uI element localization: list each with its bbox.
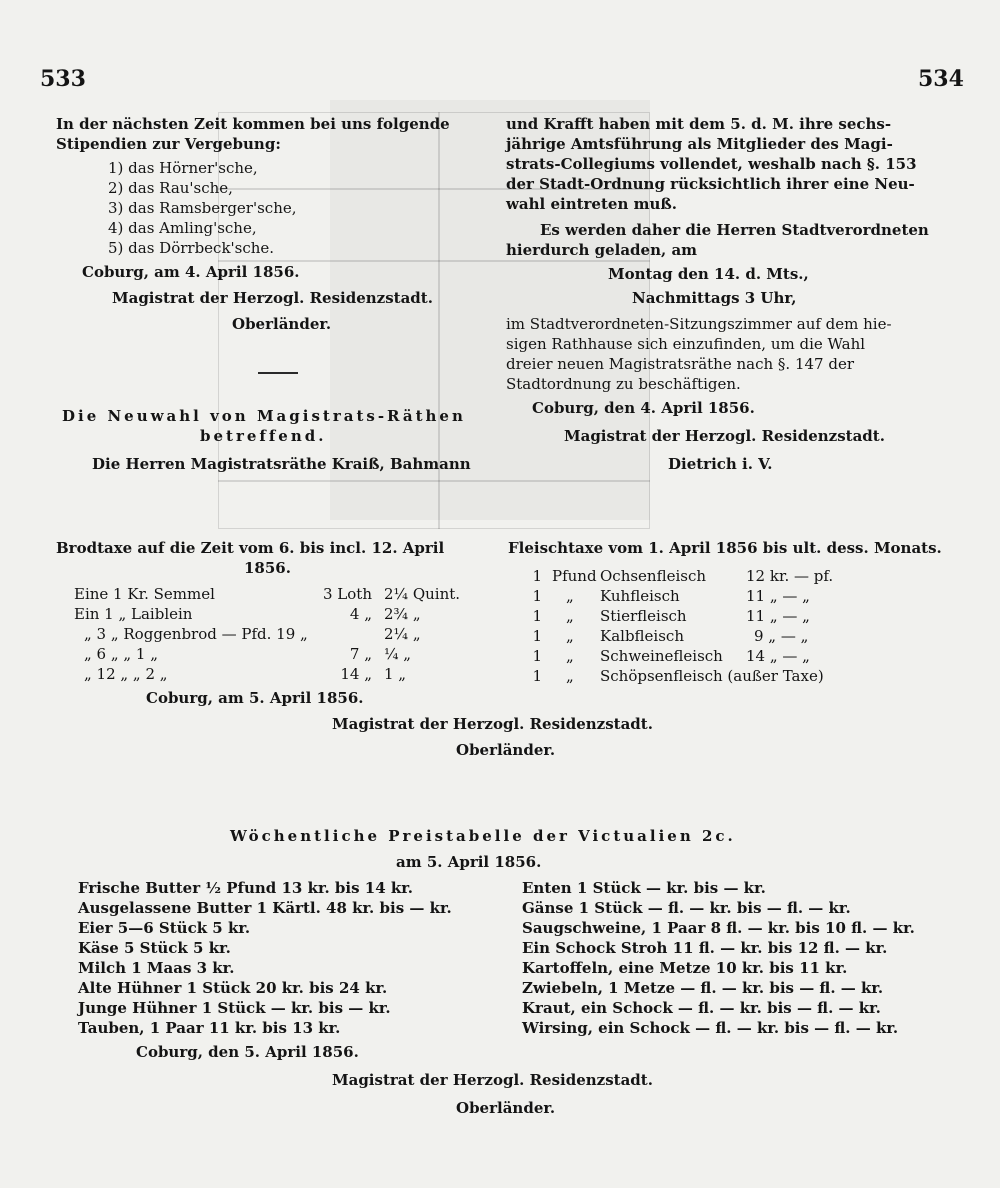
preistabelle-right-item: Enten 1 Stück — kr. bis — kr. bbox=[522, 879, 766, 897]
neuwahl-signer: Dietrich i. V. bbox=[668, 455, 773, 473]
fleischtaxe-item: Ochsenfleisch bbox=[600, 567, 707, 585]
fleischtaxe-qty: 1 bbox=[532, 667, 542, 685]
brodtaxe-item: „ 12 „ „ 2 „ bbox=[84, 665, 168, 683]
neuwahl-body-line: und Krafft haben mit dem 5. d. M. ihre sechs- bbox=[506, 115, 892, 133]
brodtaxe-loth: 14 „ bbox=[340, 665, 372, 683]
stipendien-intro-line-1: In der nächsten Zeit kommen bei uns folgende bbox=[56, 115, 450, 133]
page-number-left: 533 bbox=[40, 66, 86, 92]
fleischtaxe-qty: 1 bbox=[532, 587, 542, 605]
stipendien-authority: Magistrat der Herzogl. Residenzstadt. bbox=[112, 289, 433, 307]
neuwahl-heading-line-2: betreffend. bbox=[200, 427, 327, 445]
brodtaxe-quint: 2¾ „ bbox=[384, 605, 421, 623]
preistabelle-right-item: Zwiebeln, 1 Metze — fl. — kr. bis — fl. — kr. bbox=[522, 979, 884, 997]
preistabelle-left-item: Ausgelassene Butter 1 Kärtl. 48 kr. bis — kr. bbox=[78, 899, 452, 917]
fleischtaxe-unit: „ bbox=[566, 667, 574, 685]
neuwahl-body-line: strats-Collegiums vollendet, weshalb nach §. 153 bbox=[506, 155, 917, 173]
fleischtaxe-row bbox=[508, 566, 968, 586]
fleischtaxe-price: 9 „ — „ bbox=[754, 627, 809, 645]
neuwahl-body-line: wahl eintreten muß. bbox=[506, 195, 677, 213]
stipendium-item: 3) das Ramsberger'sche, bbox=[108, 199, 297, 217]
brodtaxe-loth: 7 „ bbox=[349, 645, 372, 663]
neuwahl-body-left: Die Herren Magistratsräthe Kraiß, Bahmann bbox=[92, 455, 471, 473]
neuwahl-body-after-line: im Stadtverordneten-Sitzungszimmer auf dem hie- bbox=[506, 315, 892, 333]
neuwahl-body-after-line: dreier neuen Magistratsräthe nach §. 147 der bbox=[506, 355, 854, 373]
fleischtaxe-price: 11 „ — „ bbox=[746, 587, 810, 605]
neuwahl-body-line: Es werden daher die Herren Stadtverordneten bbox=[540, 221, 929, 239]
preistabelle-right-item: Gänse 1 Stück — fl. — kr. bis — fl. — kr. bbox=[522, 899, 851, 917]
fleischtaxe-qty: 1 bbox=[532, 567, 542, 585]
fleischtaxe-item: Schweinefleisch bbox=[600, 647, 723, 665]
brodtaxe-quint: 2¼ „ bbox=[384, 625, 421, 643]
preistabelle-left-item: Käse 5 Stück 5 kr. bbox=[78, 939, 231, 957]
fleischtaxe-item: Stierfleisch bbox=[600, 607, 687, 625]
bleed-through-rule bbox=[218, 480, 650, 482]
fleischtaxe-row bbox=[508, 666, 968, 686]
fleischtaxe-qty: 1 bbox=[532, 647, 542, 665]
neuwahl-meeting-time: Nachmittags 3 Uhr, bbox=[632, 289, 797, 307]
preistabelle-authority: Magistrat der Herzogl. Residenzstadt. bbox=[332, 1071, 653, 1089]
preistabelle-right-item: Kraut, ein Schock — fl. — kr. bis — fl. — kr. bbox=[522, 999, 881, 1017]
brodtaxe-item: „ 3 „ Roggenbrod — Pfd. 19 „ bbox=[84, 625, 308, 643]
neuwahl-authority: Magistrat der Herzogl. Residenzstadt. bbox=[564, 427, 885, 445]
brodtaxe-title-line-2: 1856. bbox=[244, 559, 291, 577]
fleischtaxe-unit: „ bbox=[566, 627, 574, 645]
preistabelle-left-item: Frische Butter ½ Pfund 13 kr. bis 14 kr. bbox=[78, 879, 414, 897]
stipendium-item: 2) das Rau'sche, bbox=[108, 179, 233, 197]
fleischtaxe-row bbox=[508, 626, 968, 646]
neuwahl-body-line: jährige Amtsführung als Mitglieder des Magi- bbox=[506, 135, 893, 153]
neuwahl-date: Coburg, den 4. April 1856. bbox=[532, 399, 755, 417]
fleischtaxe-unit: „ bbox=[566, 647, 574, 665]
brodtaxe-item: Ein 1 „ Laiblein bbox=[74, 605, 193, 623]
fleischtaxe-row bbox=[508, 606, 968, 626]
fleischtaxe-price: 12 kr. — pf. bbox=[746, 567, 834, 585]
fleischtaxe-row bbox=[508, 586, 968, 606]
brodtaxe-date: Coburg, am 5. April 1856. bbox=[146, 689, 364, 707]
preistabelle-right-item: Wirsing, ein Schock — fl. — kr. bis — fl. — kr. bbox=[522, 1019, 899, 1037]
preistabelle-signer: Oberländer. bbox=[456, 1099, 556, 1117]
fleischtaxe-price: 11 „ — „ bbox=[746, 607, 810, 625]
fleischtaxe-qty: 1 bbox=[532, 607, 542, 625]
neuwahl-body-after-line: sigen Rathhause sich einzufinden, um die Wahl bbox=[506, 335, 866, 353]
brodtaxe-authority: Magistrat der Herzogl. Residenzstadt. bbox=[332, 715, 653, 733]
stipendium-item: 4) das Amling'sche, bbox=[108, 219, 257, 237]
preistabelle-date: Coburg, den 5. April 1856. bbox=[136, 1043, 359, 1061]
brodtaxe-loth: 4 „ bbox=[349, 605, 372, 623]
fleischtaxe-row bbox=[508, 646, 968, 666]
fleischtaxe-item: Kalbfleisch bbox=[600, 627, 684, 645]
brodtaxe-quint: 2¼ Quint. bbox=[384, 585, 461, 603]
brodtaxe-quint: 1 „ bbox=[384, 665, 407, 683]
fleischtaxe-unit: Pfund bbox=[552, 567, 597, 585]
brodtaxe-quint: ¼ „ bbox=[384, 645, 412, 663]
section-divider bbox=[258, 372, 298, 374]
preistabelle-title-line-2: am 5. April 1856. bbox=[396, 853, 542, 871]
preistabelle-left-item: Alte Hühner 1 Stück 20 kr. bis 24 kr. bbox=[78, 979, 388, 997]
preistabelle-right-item: Saugschweine, 1 Paar 8 fl. — kr. bis 10 fl. — kr. bbox=[522, 919, 915, 937]
fleischtaxe-title: Fleischtaxe vom 1. April 1856 bis ult. dess. Monats. bbox=[508, 539, 942, 557]
neuwahl-meeting-day: Montag den 14. d. Mts., bbox=[608, 265, 809, 283]
preistabelle-left-item: Junge Hühner 1 Stück — kr. bis — kr. bbox=[78, 999, 391, 1017]
brodtaxe-loth: 3 Loth bbox=[323, 585, 372, 603]
fleischtaxe-qty: 1 bbox=[532, 627, 542, 645]
preistabelle-left-item: Tauben, 1 Paar 11 kr. bis 13 kr. bbox=[78, 1019, 341, 1037]
brodtaxe-item: „ 6 „ „ 1 „ bbox=[84, 645, 159, 663]
fleischtaxe-unit: „ bbox=[566, 587, 574, 605]
brodtaxe-item: Eine 1 Kr. Semmel bbox=[74, 585, 215, 603]
neuwahl-body-line: hierdurch geladen, am bbox=[506, 241, 698, 259]
neuwahl-heading-line-1: Die Neuwahl von Magistrats-Räthen bbox=[62, 407, 466, 425]
stipendium-item: 5) das Dörrbeck'sche. bbox=[108, 239, 275, 257]
brodtaxe-signer: Oberländer. bbox=[456, 741, 556, 759]
neuwahl-body-after-line: Stadtordnung zu beschäftigen. bbox=[506, 375, 741, 393]
preistabelle-title-line-1: Wöchentliche Preistabelle der Victualien 2c. bbox=[230, 827, 736, 845]
neuwahl-body-line: der Stadt-Ordnung rücksichtlich ihrer eine Neu- bbox=[506, 175, 915, 193]
brodtaxe-title-line-1: Brodtaxe auf die Zeit vom 6. bis incl. 12. April bbox=[56, 539, 445, 557]
stipendien-intro-line-2: Stipendien zur Vergebung: bbox=[56, 135, 281, 153]
stipendien-signer: Oberländer. bbox=[232, 315, 332, 333]
preistabelle-left-item: Milch 1 Maas 3 kr. bbox=[78, 959, 235, 977]
preistabelle-left-item: Eier 5—6 Stück 5 kr. bbox=[78, 919, 251, 937]
fleischtaxe-unit: „ bbox=[566, 607, 574, 625]
fleischtaxe-item: Schöpsenfleisch (außer Taxe) bbox=[600, 667, 824, 685]
stipendien-date: Coburg, am 4. April 1856. bbox=[82, 263, 300, 281]
stipendium-item: 1) das Hörner'sche, bbox=[108, 159, 258, 177]
preistabelle-right-item: Ein Schock Stroh 11 fl. — kr. bis 12 fl. — kr. bbox=[522, 939, 888, 957]
page-number-right: 534 bbox=[918, 66, 964, 92]
preistabelle-right-item: Kartoffeln, eine Metze 10 kr. bis 11 kr. bbox=[522, 959, 848, 977]
fleischtaxe-item: Kuhfleisch bbox=[600, 587, 680, 605]
fleischtaxe-price: 14 „ — „ bbox=[746, 647, 810, 665]
